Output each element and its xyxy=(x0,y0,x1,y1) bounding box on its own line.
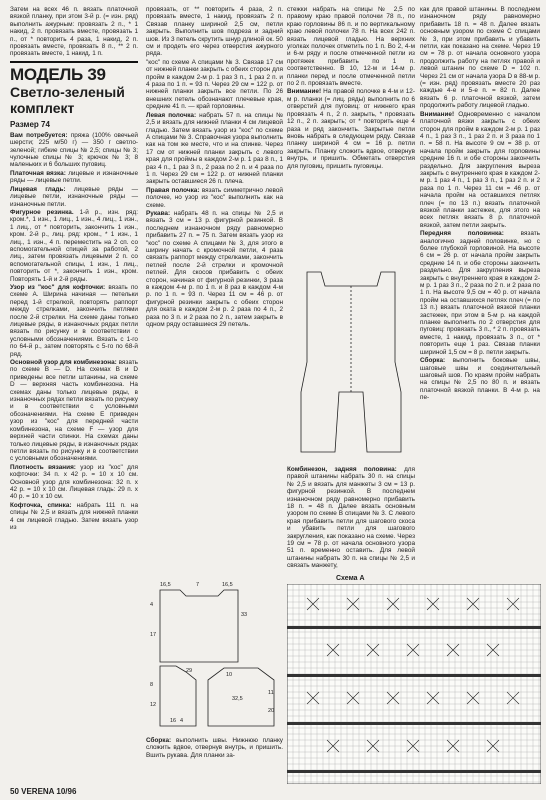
pattern-text: вязать по схеме А. Ширина начиная — петельки перед 1-й стрелкой, повторять раппорт между стрелками, закончить петлями после 2-й стрелки. На схеме даны только лицевые ряды, в изнаночных рядах петли вязать по рисунку и в соответствии с условными обозначениями. Вязать с 1-го по 64-й р., затем повторять с 5-го по 68-й ряд. xyxy=(10,283,138,358)
col2-top-text: провязать, от ** повторить 4 раза, 2 п. провязать вместе, 1 накид, провязать 2 п. Связав планку шириной 2,5 см, петли закрыть. Выполнить шов подреза и задний шов. Из 3 петель скрутить шнур длиной ок. 50 см и продеть его через отверстия ажурного ряда. xyxy=(146,6,283,58)
front-half-text: вязать аналогично задней половинке, но с более глубокой горловиной. На высоте 6 см = 26 р. от начала пройм закрыть средние 14 п. и обе стороны закончить раздельно. Для закругления выреза закрыть с внутреннего края в каждом 2-м р. 1 раз 3 п., 2 раза по 2 п. и 2 раза по 1 п. На высоте 9,5 см = 40 р. от начала пройм на оставшихся петлях плеч (= по 13 п.) вязать платочной вязкой планки застежек, при этом в 5-м р. на каждой планке выполнить по 2 отверстия для пуговиц: провязать 3 п., * 2 п. провязать вместе, 1 накид, провязать 3 п., от * повторить еще 1 раз. Связав планки шириной 1,5 см = 8 р. петли закрыть. xyxy=(420,230,541,356)
jumpsuit-paragraph xyxy=(287,466,415,570)
col4-assembly-text: выполнить боковые швы, шаговые швы и соединительный шаговый шов. По краям пройм набрать на спицы № 2,5 по 80 п. и вязать платочной вязкой планки. В 4-м р. на пе- xyxy=(420,357,540,402)
dim-g: 29 xyxy=(186,668,193,674)
col3-top-text: стежки набрать на спицы № 2,5 по правому краю правой полочки 78 п., по краю горловины 86 п. и по вертикальному краю левой полочки 78 п. На всех 242 п. вязать лицевой гладью. На верхних уголках полочек отметить по 1 п. Во 2, 4-м и 6-м ряду и после отмеченной петли из протяжек прибавить по 1 п. соответственно. В 10, 12-м и 14-м р. планки перед и после отмеченной петли по 2 п. провязать вместе. xyxy=(287,6,415,88)
gauge-label: Плотность вязания: xyxy=(10,463,76,471)
scheme-a-title: Схема А xyxy=(336,575,365,582)
column-3 xyxy=(287,6,415,171)
dim-e: 4 xyxy=(150,602,154,608)
garter-paragraph xyxy=(10,170,138,185)
col4-text1: как для правой штанины. В последнем изнаночном ряду равномерно прибавить 18 п. = 48 п. Далее вязать основным узором по схеме С спицами № 3, при этом прибавить и убавить петли, как показано на схеме. Через 19 см = 78 р. от начала основного узора продолжить работу на петлях правой и левой штанин по схеме D = 102 п. Через 21 см от начала узора D в 88-м р. (= изн. ряд) провязать вместе 20 раз каждые 4-е и 5-е п. = 82 п. Далее вязать 6 р. платочной вязкой, затем продолжить работу лицевой гладью. xyxy=(420,6,540,110)
model-subtitle: Светло-зеленый комплект xyxy=(10,83,125,116)
grid-bg xyxy=(287,584,541,784)
relief-paragraph xyxy=(10,209,138,283)
front-half-paragraph xyxy=(420,230,540,356)
divider xyxy=(10,61,138,63)
col3-attention-paragraph xyxy=(287,88,415,169)
right-front-label: Правая полочка: xyxy=(146,186,200,194)
dim-i: 12 xyxy=(150,702,157,708)
jumpsuit-label: Комбинезон, задняя половина: xyxy=(287,466,397,473)
materials-text: пряжа (100% овечьей шерсти; 225 м/50 г) — 350 г светло-зеленой; гибкие спицы № 2,5; спицы № 3; чулочные спицы № 3; крючок № 3; 8 маленьких и 6 больших пуговиц. xyxy=(10,131,138,169)
attention-label: Внимание! xyxy=(287,88,322,96)
back-paragraph xyxy=(10,502,138,532)
col4-assembly-label: Сборка: xyxy=(420,357,446,365)
col4-assembly-paragraph xyxy=(420,357,540,401)
garter-label: Платочная вязка: xyxy=(10,169,66,177)
back-continued: "кос" по схеме А спицами № 3. Связав 17 см от нижней планки закрыть с обеих сторон для пройм в каждом 2-м р. 1 раз 3 п., 1 раз 2 п. и 4 раза по 1 п. = 93 п. Через 29 см = 122 р. от нижней планки закрыть все петли. По 26 внешних петель обозначают плечевые края, средние 41 п. — край горловины. xyxy=(146,58,283,111)
sleeve-side2-dim: 20 xyxy=(268,708,275,714)
dim-h: 8 xyxy=(150,682,154,688)
back-label: Кофточка, спинка: xyxy=(10,501,72,509)
col4-attention-paragraph xyxy=(420,111,540,230)
front-outline xyxy=(160,666,196,726)
pattern-paragraph xyxy=(10,284,138,358)
page-footer: 50 VERENA 10/96 xyxy=(10,787,77,796)
jumpsuit-text: для правой штанины набрать 30 п. на спицы № 2,5 и вязать для манжеты 3 см = 13 р. фигурной резинкой. В последнем изнаночном ряду равномерно прибавить 18 п. = 48 п. Далее вязать основным узором по схеме В спицами № 3. С левого края прибавить петли для шагового скоса и убавить петли для шагового закругления, как показано на схеме. Через 19 см = 78 р. от начала основного узора 51 п. временно оставить. Для левой штанины набрать 30 п. на спицы № 2,5 и связать манжету, xyxy=(287,466,415,570)
assembly-paragraph xyxy=(146,737,283,759)
sleeve-side-dim: 11 xyxy=(268,690,274,696)
relief-label: Фигурное резинка. xyxy=(10,208,74,216)
sleeve-paragraph xyxy=(146,210,283,329)
jumpsuit-schematic xyxy=(287,262,415,462)
gauge-text: узор из "кос" для кофточки: 34 п. x 42 р. = 10 x 10 см. Основной узор для комбинезона: 32 п. x 42 р. = 10 x 10 см. Лицевая гладь: 29 п. x 40 р. = 10 x 10 см. xyxy=(10,463,139,501)
col4-attention-label: Внимание! xyxy=(420,110,455,118)
main-label: Основной узор для комбинезона: xyxy=(10,359,117,367)
jumpsuit-text-block xyxy=(287,466,415,571)
dim-a: 16,5 xyxy=(160,582,171,588)
back-text: набрать 111 п. на спицы № 2,5 и вязать для нижней планки 4 см лицевой гладью. Затем вязать узор из xyxy=(10,501,139,531)
gauge-paragraph xyxy=(10,464,138,501)
back-outline xyxy=(160,590,238,662)
front-half-label: Передняя половинка: xyxy=(420,230,504,238)
materials-label: Вам потребуется: xyxy=(10,131,68,139)
relief-text: 1-й р., изн. ряд: кром.*, 1 изн., 1 лиц., 1 изн., 4 лиц., 1 изн., 1 лиц., от * повторить, закончить 1 изн., кром. 2-й р., лиц. ряд: кром., * 1 изн., 1 лиц., 1 изн., 4 п. переместить на 2 сп. со вспомогательной спицей за работой, 2 лиц., затем провязать лицевыми 2 п. со вспомогательной спицы, 1 изн., 1 лиц., повторить от *, закончить 1 изн., кром. Повторять 1-й и 2-й ряды. xyxy=(10,208,139,283)
main-paragraph xyxy=(10,359,138,463)
dim-k: 4 xyxy=(180,718,184,724)
column-2 xyxy=(146,6,283,329)
left-front-paragraph xyxy=(146,112,283,186)
jacket-schematic xyxy=(146,576,283,736)
model-title: МОДЕЛЬ 39 xyxy=(10,64,106,84)
dim-f: 17 xyxy=(150,632,157,638)
assembly-col2 xyxy=(146,737,283,760)
dim-j: 16 xyxy=(170,718,177,724)
intro-text: Затем на всех 46 п. вязать платочной вязкой планку, при этом 3-й р. (= изн. ряд) выполнить ажурным: провязать 2 п., * 1 накид, 2 п. провязать вместе, провязать 1 п., от * повторить 4 раза, 1 накид, 2 п. провязать вместе, провязать 8 п., ** 2 п. провязать вместе, 1 накид, 1 п. xyxy=(10,6,138,58)
scheme-a-grid xyxy=(287,584,541,784)
stockinette-label: Лицевая гладь: xyxy=(10,185,66,193)
dim-c: 16,5 xyxy=(222,582,233,588)
assembly-text: выполнить швы. Нижнюю планку сложить вдвое, отвернув внутрь, и пришить. Вшить рукава. Для планки за- xyxy=(146,737,284,759)
col4-attention-text: Одновременно с началом платочной вязки закрыть с обеих сторон для пройм в каждом 2-м р. 1 раз 4 п., 1 раз 3 п., 1 раз 2 п. и 3 раза по 1 п. = 58 п. На высоте 9 см = 38 р. от начала пройм закрыть для горловины средние 16 п. и обе стороны закончить раздельно. Для закругления выреза закрыть с внутреннего края в каждом 2-м р. 1 раз 4 п., 1 раз 3 п., 1 раз 2 п. и 2 раза по 1 п. Через 11 см = 46 р. от начала пройм на оставшихся петлях плеч (= по 13 п.) вязать платочной вязкой планки застежек, для этого на всех петлях вязать 8 р. платочной вязкой, затем петли закрыть. xyxy=(420,110,541,229)
stockinette-text: лицевые ряды — лицевые петли, изнаночные ряды — изнаночные петли. xyxy=(10,185,138,208)
sleeve-label: Рукава: xyxy=(146,209,171,217)
sleeve-top-dim: 10 xyxy=(226,672,233,678)
right-front-text: вязать симметрично левой полочке, но узор из "кос" выполнить как на схеме. xyxy=(146,186,283,209)
column-1 xyxy=(10,6,138,532)
left-front-label: Левая полочка: xyxy=(146,111,197,119)
dim-d: 33 xyxy=(241,612,248,618)
main-text: вязать по схеме В — D. На схемах В и D приведены все петли штанины, на схеме D — верхняя часть комбинезона. На схемах даны только лицевые ряды, в изнаночных рядах петли вязать по рисунку и в соответствии с условными обозначениями. На схеме Е приведен узор из "кос" для передней части комбинезона, на схеме F — узор для верхней части спинки. На схемах даны только лицевые ряды, в изнаночных рядах петли вязать по рисунку и в соответствии с условными обозначениями. xyxy=(10,359,138,463)
sleeve-mid-dim: 32,5 xyxy=(232,696,243,702)
garter-text: лицевые и изнаночные ряды — лицевые петли. xyxy=(10,169,138,185)
column-4 xyxy=(420,6,540,403)
size-heading: Размер 74 xyxy=(10,119,50,129)
right-front-paragraph xyxy=(146,187,283,209)
attention-text: На правой полочке в 4-м и 12-м р. планки (= лиц. ряды) выполнить по 6 отверстий для пуговиц: от нижнего края провязать 4 п., 2 п. закрыть, * провязать 12 п., 2 п. закрыть; от * повторить еще 4 раза и ряд закончить. Закрытые петли вновь набрать в следующем ряду. Связав планку шириной 4 см = 16 р. петли закрыть. Планку сложить вдвое, отвернув внутрь, и пришить. Обметать отверстия для пуговиц, пришить пуговицы. xyxy=(287,88,415,170)
materials-paragraph xyxy=(10,132,138,169)
stockinette-paragraph xyxy=(10,186,138,208)
assembly-label: Сборка: xyxy=(146,737,172,744)
sleeve-text: набрать 48 п. на спицы № 2,5 и вязать 3 см = 13 р. фигурной резинкой. В последнем изнаночном ряду равномерно прибавить 27 п. = 75 п. Затем вязать узор из "кос" по схеме А спицами № 3, для этого в ширину начать с кромочной петли, 4 раза связать раппорт между стрелками, закончить петлей после 2-й стрелки и кромочной петлей. Для скосов прибавить с обеих сторон, начиная от фигурной резинки, 3 раза в каждом 4-м р. по 1 п. и 8 раз в каждом 4-м р. по 1 п. = 93 п. Через 11 см = 46 р. от фигурной резинки закрыть с обеих сторон для оката в каждом 2-м р. 2 раза по 4 п., 2 раза по 3 п. и 2 раза по 2 п., затем закрыть в одном ряду оставшиеся 29 петель. xyxy=(146,209,283,329)
dim-b: 7 xyxy=(196,582,200,588)
left-front-text: набрать 57 п. на спицы № 2,5 и вязать для нижней планки 4 см лицевой гладью. Затем вязать узор из "кос" по схеме А спицами № 3. Справочная узора выполнить как на том же месте, что и на спинке. Через 17 см от нижней планки закрыть с левого края для проймы в каждом 2-м р. 1 раз 8 п., 1 раз 4 п., 1 раз 3 п., 2 раза по 2 п. и 4 раза по 1 п. Через 29 см = 122 р. от нижней планки закрыть оставшиеся 26 п. плеча. xyxy=(146,111,283,186)
pattern-label: Узор из "кос" для кофточки: xyxy=(10,283,106,291)
